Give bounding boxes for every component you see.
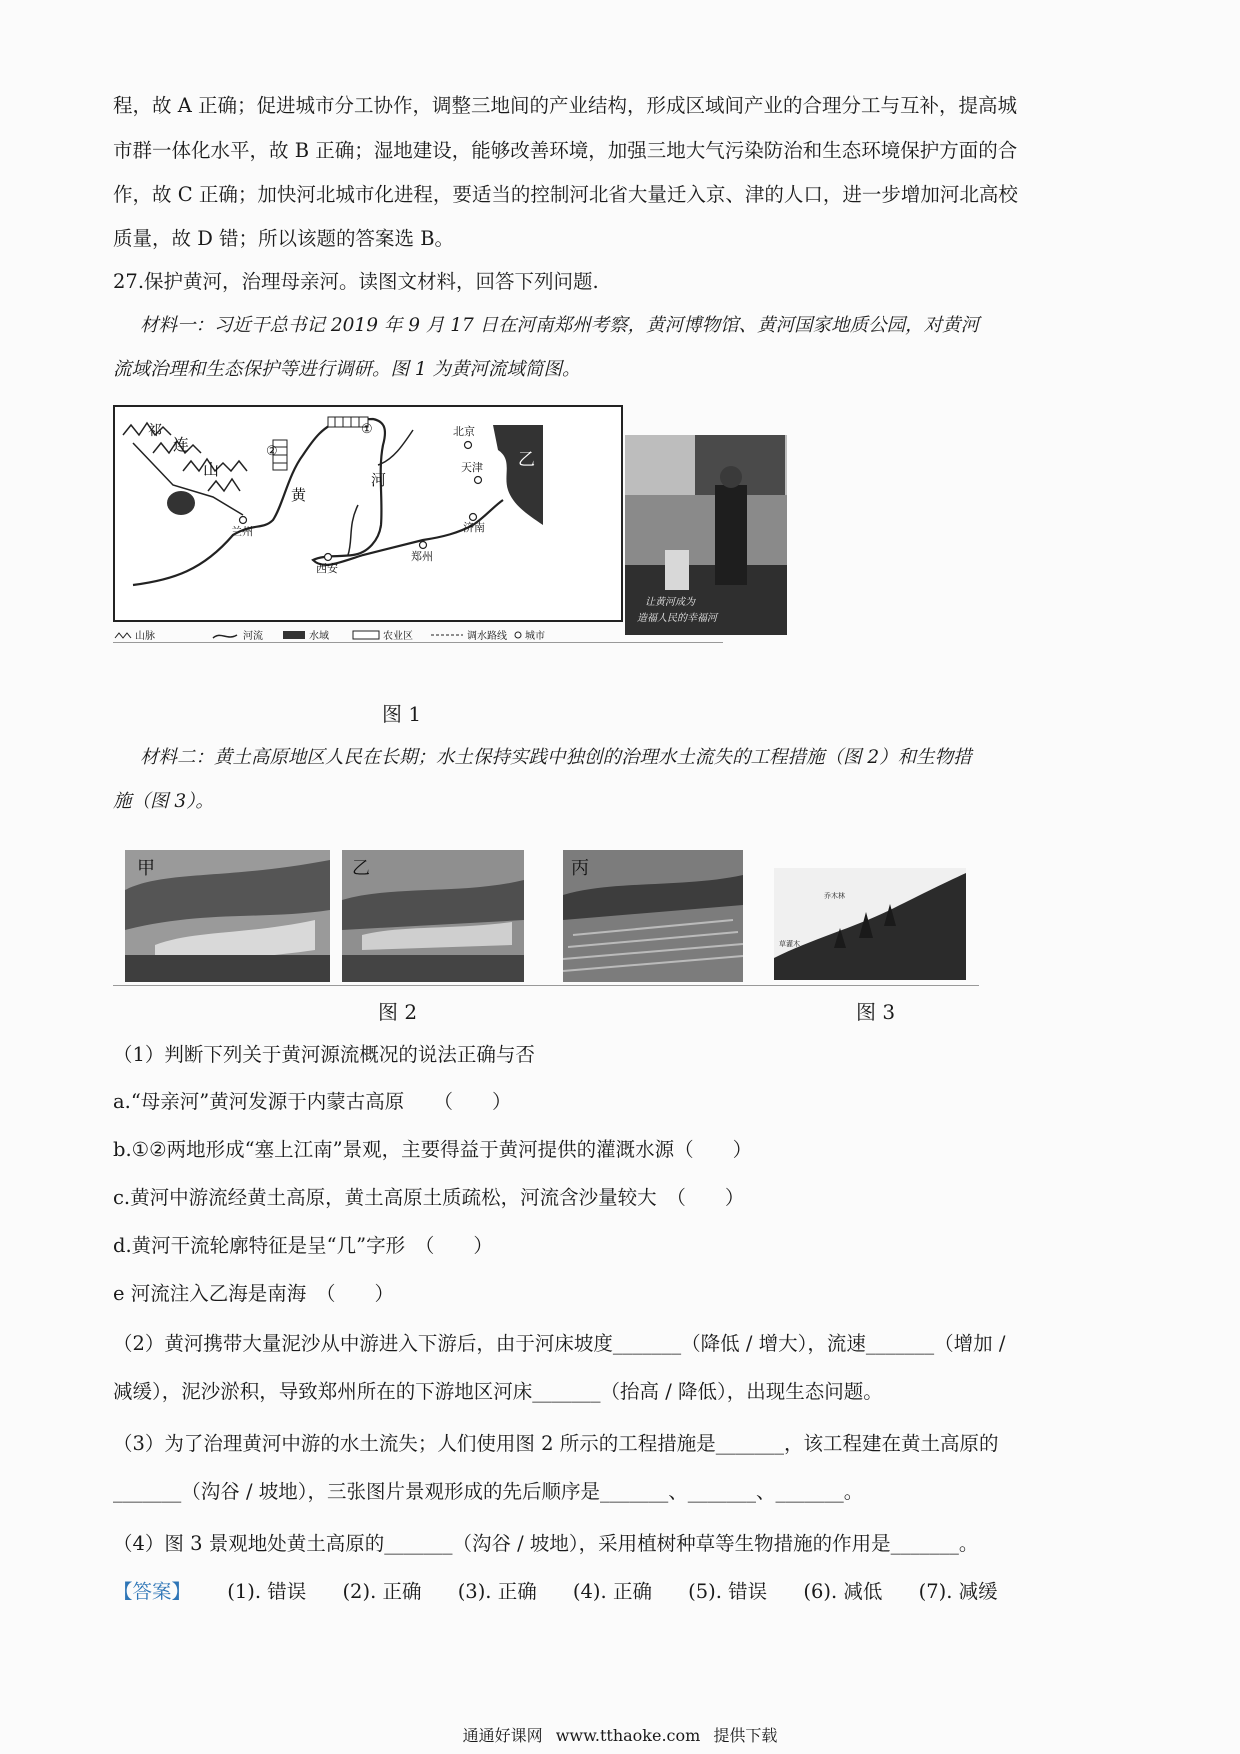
map-label: 兰州 [231, 525, 253, 538]
material-one-text: 材料一：习近干总书记 2019 年 9 月 17 日在河南郑州考察，黄河博物馆、黄河国家地质公园，对黄河 [140, 315, 980, 336]
map-label: 西安 [316, 562, 338, 575]
inspection-photo [625, 435, 787, 635]
map-legend [115, 629, 545, 642]
photo-label: 草灌木 [779, 940, 800, 948]
answer-item: (7). 减缓 [918, 1580, 998, 1603]
photo-label: 乙 [352, 858, 370, 879]
map-label: 河 [371, 471, 387, 489]
map-label: 天津 [461, 461, 483, 474]
photo-label: 乔木林 [824, 892, 845, 900]
footer-site: 通通好课网 [462, 1726, 543, 1745]
question-line: （1）判断下列关于黄河源流概况的说法正确与否 [113, 1043, 535, 1066]
map-label: 祁 [148, 423, 162, 439]
question-line: c.黄河中游流经黄土高原，黄土高原土质疏松，河流含沙量较大 （ ） [113, 1186, 745, 1209]
legend-item: 调水路线 [467, 631, 507, 642]
legend-item: 水域 [309, 631, 329, 642]
photo-caption: 造福人民的幸福河 [637, 613, 717, 624]
photo-jia [125, 850, 330, 982]
footer-url[interactable]: www.tthaoke.com [555, 1726, 701, 1745]
map-label: 乙 [518, 450, 535, 470]
figure-divider [113, 642, 723, 643]
map-label: 山 [203, 460, 220, 479]
question-line: 减缓），泥沙淤积，导致郑州所在的下游地区河床_______（抬高 / 降低），出现生态问题。 [113, 1380, 883, 1403]
figure3-caption: 图 3 [856, 1000, 896, 1024]
question-line: _______（沟谷 / 坡地），三张图片景观形成的先后顺序是_______、_______、_______。 [113, 1480, 864, 1503]
figure1-caption: 图 1 [382, 702, 422, 726]
photo-yi [342, 850, 524, 982]
material-one-text: 流域治理和生态保护等进行调研。图 1 为黄河流域简图。 [113, 359, 581, 380]
legend-item: 河流 [243, 631, 263, 642]
question-line: b.①②两地形成“塞上江南”景观，主要得益于黄河提供的灌溉水源（ ） [113, 1138, 753, 1161]
answer-row [113, 1580, 1028, 1604]
question-line: （4）图 3 景观地处黄土高原的_______（沟谷 / 坡地），采用植树种草等生物措施的作用是_______。 [113, 1532, 979, 1555]
answer-item: (6). 减低 [803, 1580, 883, 1603]
answer-item: (4). 正确 [572, 1580, 652, 1603]
map-label: ① [361, 422, 373, 437]
map-label: 北京 [453, 425, 475, 438]
photo-label: 丙 [571, 858, 589, 879]
answer-tag: 【答案】 [113, 1580, 192, 1603]
figure2-caption: 图 2 [378, 1000, 418, 1024]
explanation-line: 质量，故 D 错；所以该题的答案选 B。 [113, 227, 455, 250]
question-title: 27.保护黄河，治理母亲河。读图文材料，回答下列问题. [113, 270, 599, 293]
legend-item: 山脉 [135, 631, 155, 642]
map-label: 郑州 [411, 550, 433, 563]
question-line: a.“母亲河”黄河发源于内蒙古高原 （ ） [113, 1090, 512, 1113]
lake-symbol [167, 491, 195, 515]
legend-item: 农业区 [383, 631, 413, 642]
question-line: （2）黄河携带大量泥沙从中游进入下游后，由于河床坡度_______（降低 / 增大），流速_______（增加 / [113, 1332, 1006, 1355]
map-label: 济南 [463, 521, 485, 534]
explanation-line: 市群一体化水平，故 B 正确；湿地建设，能够改善环境，加强三地大气污染防治和生态环境保护方面的合 [113, 139, 1018, 162]
photo-bing [563, 850, 743, 982]
material-two-text: 材料二：黄土高原地区人民在长期；水土保持实践中独创的治理水土流失的工程措施（图 2）和生物措 [140, 747, 972, 768]
legend-item: 城市 [525, 631, 545, 642]
figure-divider [113, 985, 979, 986]
answer-item: (3). 正确 [457, 1580, 537, 1603]
footer-suffix: 提供下载 [713, 1726, 778, 1745]
map-label: ② [266, 444, 278, 459]
question-line: （3）为了治理黄河中游的水土流失；人们使用图 2 所示的工程措施是_______，该工程建在黄土高原的 [113, 1432, 999, 1455]
photo-figure3 [774, 868, 966, 980]
answer-item: (5). 错误 [688, 1580, 768, 1603]
map-label: 黄 [291, 486, 307, 504]
map-label: 连 [173, 435, 190, 454]
answer-item: (1). 错误 [227, 1580, 307, 1603]
answer-item: (2). 正确 [342, 1580, 422, 1603]
photo-label: 甲 [137, 858, 155, 879]
page-footer [0, 1723, 1240, 1746]
material-two-text: 施（图 3）。 [113, 791, 214, 812]
explanation-line: 作，故 C 正确；加快河北城市化进程，要适当的控制河北省大量迁入京、津的人口，进一步增加河北高校 [113, 183, 1018, 206]
yellow-river-map [113, 405, 623, 645]
photo-caption: 让黄河成为 [645, 597, 695, 608]
explanation-line: 程，故 A 正确；促进城市分工协作，调整三地间的产业结构，形成区域间产业的合理分工与互补，提高城 [113, 94, 1017, 117]
question-line: d.黄河干流轮廓特征是呈“几”字形 （ ） [113, 1234, 493, 1257]
question-line: e 河流注入乙海是南海 （ ） [113, 1282, 394, 1305]
